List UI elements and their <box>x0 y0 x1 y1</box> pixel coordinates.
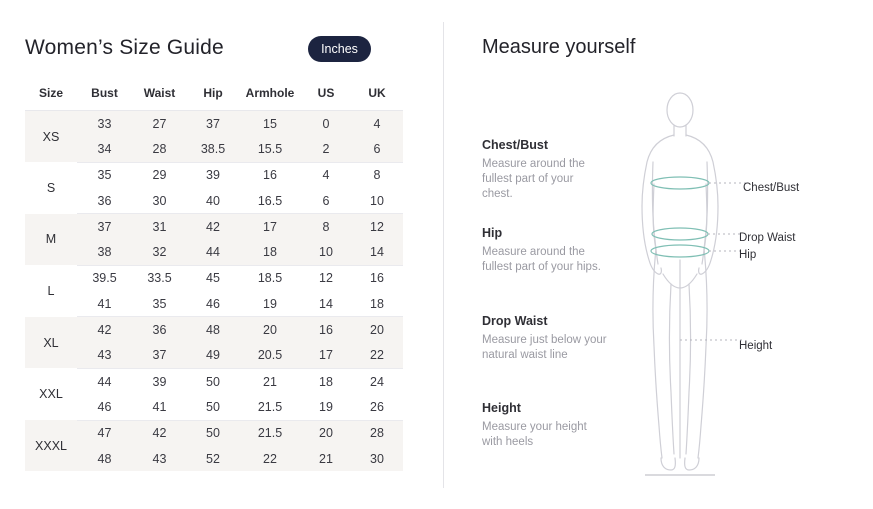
cell-us: 18 <box>301 368 351 394</box>
size-label: XXXL <box>25 420 77 471</box>
column-header-armhole: Armhole <box>239 80 301 111</box>
cell-hip: 39 <box>187 162 239 188</box>
table-row <box>25 394 403 420</box>
cell-waist: 27 <box>132 111 187 137</box>
table-row <box>25 420 403 446</box>
cell-bust: 35 <box>77 162 132 188</box>
measure-block-drop-waist <box>482 314 607 363</box>
unit-toggle-button[interactable]: Inches <box>308 36 371 62</box>
cell-bust: 44 <box>77 368 132 394</box>
measure-block-chest <box>482 138 607 202</box>
cell-uk: 4 <box>351 111 403 137</box>
cell-hip: 48 <box>187 317 239 343</box>
cell-hip: 49 <box>187 343 239 369</box>
body-figure-illustration <box>623 88 733 488</box>
cell-bust: 47 <box>77 420 132 446</box>
table-row <box>25 136 403 162</box>
cell-us: 14 <box>301 291 351 317</box>
cell-armhole: 21 <box>239 368 301 394</box>
measure-description: Measure around the fullest part of your chest. <box>482 158 585 200</box>
cell-bust: 34 <box>77 136 132 162</box>
cell-hip: 38.5 <box>187 136 239 162</box>
table-row <box>25 446 403 471</box>
column-header-hip: Hip <box>187 80 239 111</box>
measure-block-height <box>482 401 607 450</box>
cell-us: 12 <box>301 265 351 291</box>
cell-armhole: 16 <box>239 162 301 188</box>
table-row <box>25 368 403 394</box>
table-row <box>25 188 403 214</box>
cell-hip: 50 <box>187 394 239 420</box>
table-row <box>25 291 403 317</box>
cell-waist: 29 <box>132 162 187 188</box>
cell-armhole: 22 <box>239 446 301 471</box>
cell-uk: 12 <box>351 214 403 240</box>
cell-waist: 35 <box>132 291 187 317</box>
measure-description: Measure just below your natural waist line <box>482 334 607 361</box>
column-header-us: US <box>301 80 351 111</box>
size-table <box>25 80 403 471</box>
column-header-size: Size <box>25 80 77 111</box>
cell-hip: 50 <box>187 420 239 446</box>
cell-armhole: 19 <box>239 291 301 317</box>
cell-waist: 37 <box>132 343 187 369</box>
cell-armhole: 21.5 <box>239 394 301 420</box>
size-label: XS <box>25 111 77 163</box>
size-label: XXL <box>25 368 77 420</box>
cell-armhole: 16.5 <box>239 188 301 214</box>
cell-armhole: 18 <box>239 239 301 265</box>
cell-armhole: 15.5 <box>239 136 301 162</box>
cell-us: 8 <box>301 214 351 240</box>
cell-bust: 39.5 <box>77 265 132 291</box>
cell-bust: 48 <box>77 446 132 471</box>
measure-description: Measure around the fullest part of your hips. <box>482 246 601 273</box>
cell-bust: 33 <box>77 111 132 137</box>
table-body <box>25 111 403 472</box>
cell-bust: 43 <box>77 343 132 369</box>
size-label: S <box>25 162 77 214</box>
size-label: XL <box>25 317 77 369</box>
cell-bust: 37 <box>77 214 132 240</box>
cell-us: 10 <box>301 239 351 265</box>
cell-hip: 42 <box>187 214 239 240</box>
measure-title: Measure yourself <box>482 36 636 58</box>
cell-bust: 41 <box>77 291 132 317</box>
measure-yourself-panel <box>443 0 873 509</box>
cell-bust: 36 <box>77 188 132 214</box>
cell-hip: 46 <box>187 291 239 317</box>
cell-armhole: 15 <box>239 111 301 137</box>
measure-heading: Chest/Bust <box>482 138 548 152</box>
cell-bust: 46 <box>77 394 132 420</box>
cell-hip: 44 <box>187 239 239 265</box>
size-label: L <box>25 265 77 317</box>
table-row <box>25 111 403 137</box>
page-title: Women’s Size Guide <box>25 36 224 59</box>
size-label: M <box>25 214 77 266</box>
cell-uk: 20 <box>351 317 403 343</box>
table-header <box>25 80 403 111</box>
cell-armhole: 21.5 <box>239 420 301 446</box>
cell-hip: 45 <box>187 265 239 291</box>
cell-us: 19 <box>301 394 351 420</box>
cell-uk: 14 <box>351 239 403 265</box>
cell-uk: 10 <box>351 188 403 214</box>
cell-bust: 42 <box>77 317 132 343</box>
column-header-waist: Waist <box>132 80 187 111</box>
cell-waist: 42 <box>132 420 187 446</box>
cell-waist: 32 <box>132 239 187 265</box>
callout-height: Height <box>739 340 773 352</box>
measure-heading: Hip <box>482 226 503 240</box>
callout-hip: Hip <box>739 249 757 261</box>
cell-waist: 39 <box>132 368 187 394</box>
cell-hip: 37 <box>187 111 239 137</box>
table-row <box>25 317 403 343</box>
table-row <box>25 162 403 188</box>
measure-heading: Drop Waist <box>482 314 548 328</box>
cell-us: 20 <box>301 420 351 446</box>
cell-uk: 30 <box>351 446 403 471</box>
cell-armhole: 20 <box>239 317 301 343</box>
cell-us: 21 <box>301 446 351 471</box>
measure-description: Measure your height with heels <box>482 421 587 448</box>
cell-uk: 28 <box>351 420 403 446</box>
table-row <box>25 239 403 265</box>
measure-heading: Height <box>482 401 521 415</box>
cell-us: 16 <box>301 317 351 343</box>
table-row <box>25 343 403 369</box>
column-header-bust: Bust <box>77 80 132 111</box>
cell-us: 2 <box>301 136 351 162</box>
column-header-uk: UK <box>351 80 403 111</box>
cell-armhole: 17 <box>239 214 301 240</box>
table-row <box>25 265 403 291</box>
cell-waist: 31 <box>132 214 187 240</box>
callout-drop-waist: Drop Waist <box>739 232 796 244</box>
cell-uk: 16 <box>351 265 403 291</box>
callout-chest-bust: Chest/Bust <box>743 182 800 194</box>
cell-uk: 22 <box>351 343 403 369</box>
cell-uk: 6 <box>351 136 403 162</box>
cell-uk: 24 <box>351 368 403 394</box>
table-row <box>25 214 403 240</box>
cell-waist: 36 <box>132 317 187 343</box>
cell-uk: 26 <box>351 394 403 420</box>
cell-hip: 52 <box>187 446 239 471</box>
cell-waist: 33.5 <box>132 265 187 291</box>
cell-us: 4 <box>301 162 351 188</box>
cell-uk: 8 <box>351 162 403 188</box>
cell-waist: 43 <box>132 446 187 471</box>
cell-hip: 40 <box>187 188 239 214</box>
cell-us: 17 <box>301 343 351 369</box>
cell-waist: 30 <box>132 188 187 214</box>
cell-us: 0 <box>301 111 351 137</box>
cell-armhole: 18.5 <box>239 265 301 291</box>
cell-armhole: 20.5 <box>239 343 301 369</box>
measure-block-hip <box>482 226 607 275</box>
cell-waist: 28 <box>132 136 187 162</box>
cell-us: 6 <box>301 188 351 214</box>
cell-waist: 41 <box>132 394 187 420</box>
table-header-row <box>25 80 403 111</box>
cell-uk: 18 <box>351 291 403 317</box>
cell-bust: 38 <box>77 239 132 265</box>
cell-hip: 50 <box>187 368 239 394</box>
